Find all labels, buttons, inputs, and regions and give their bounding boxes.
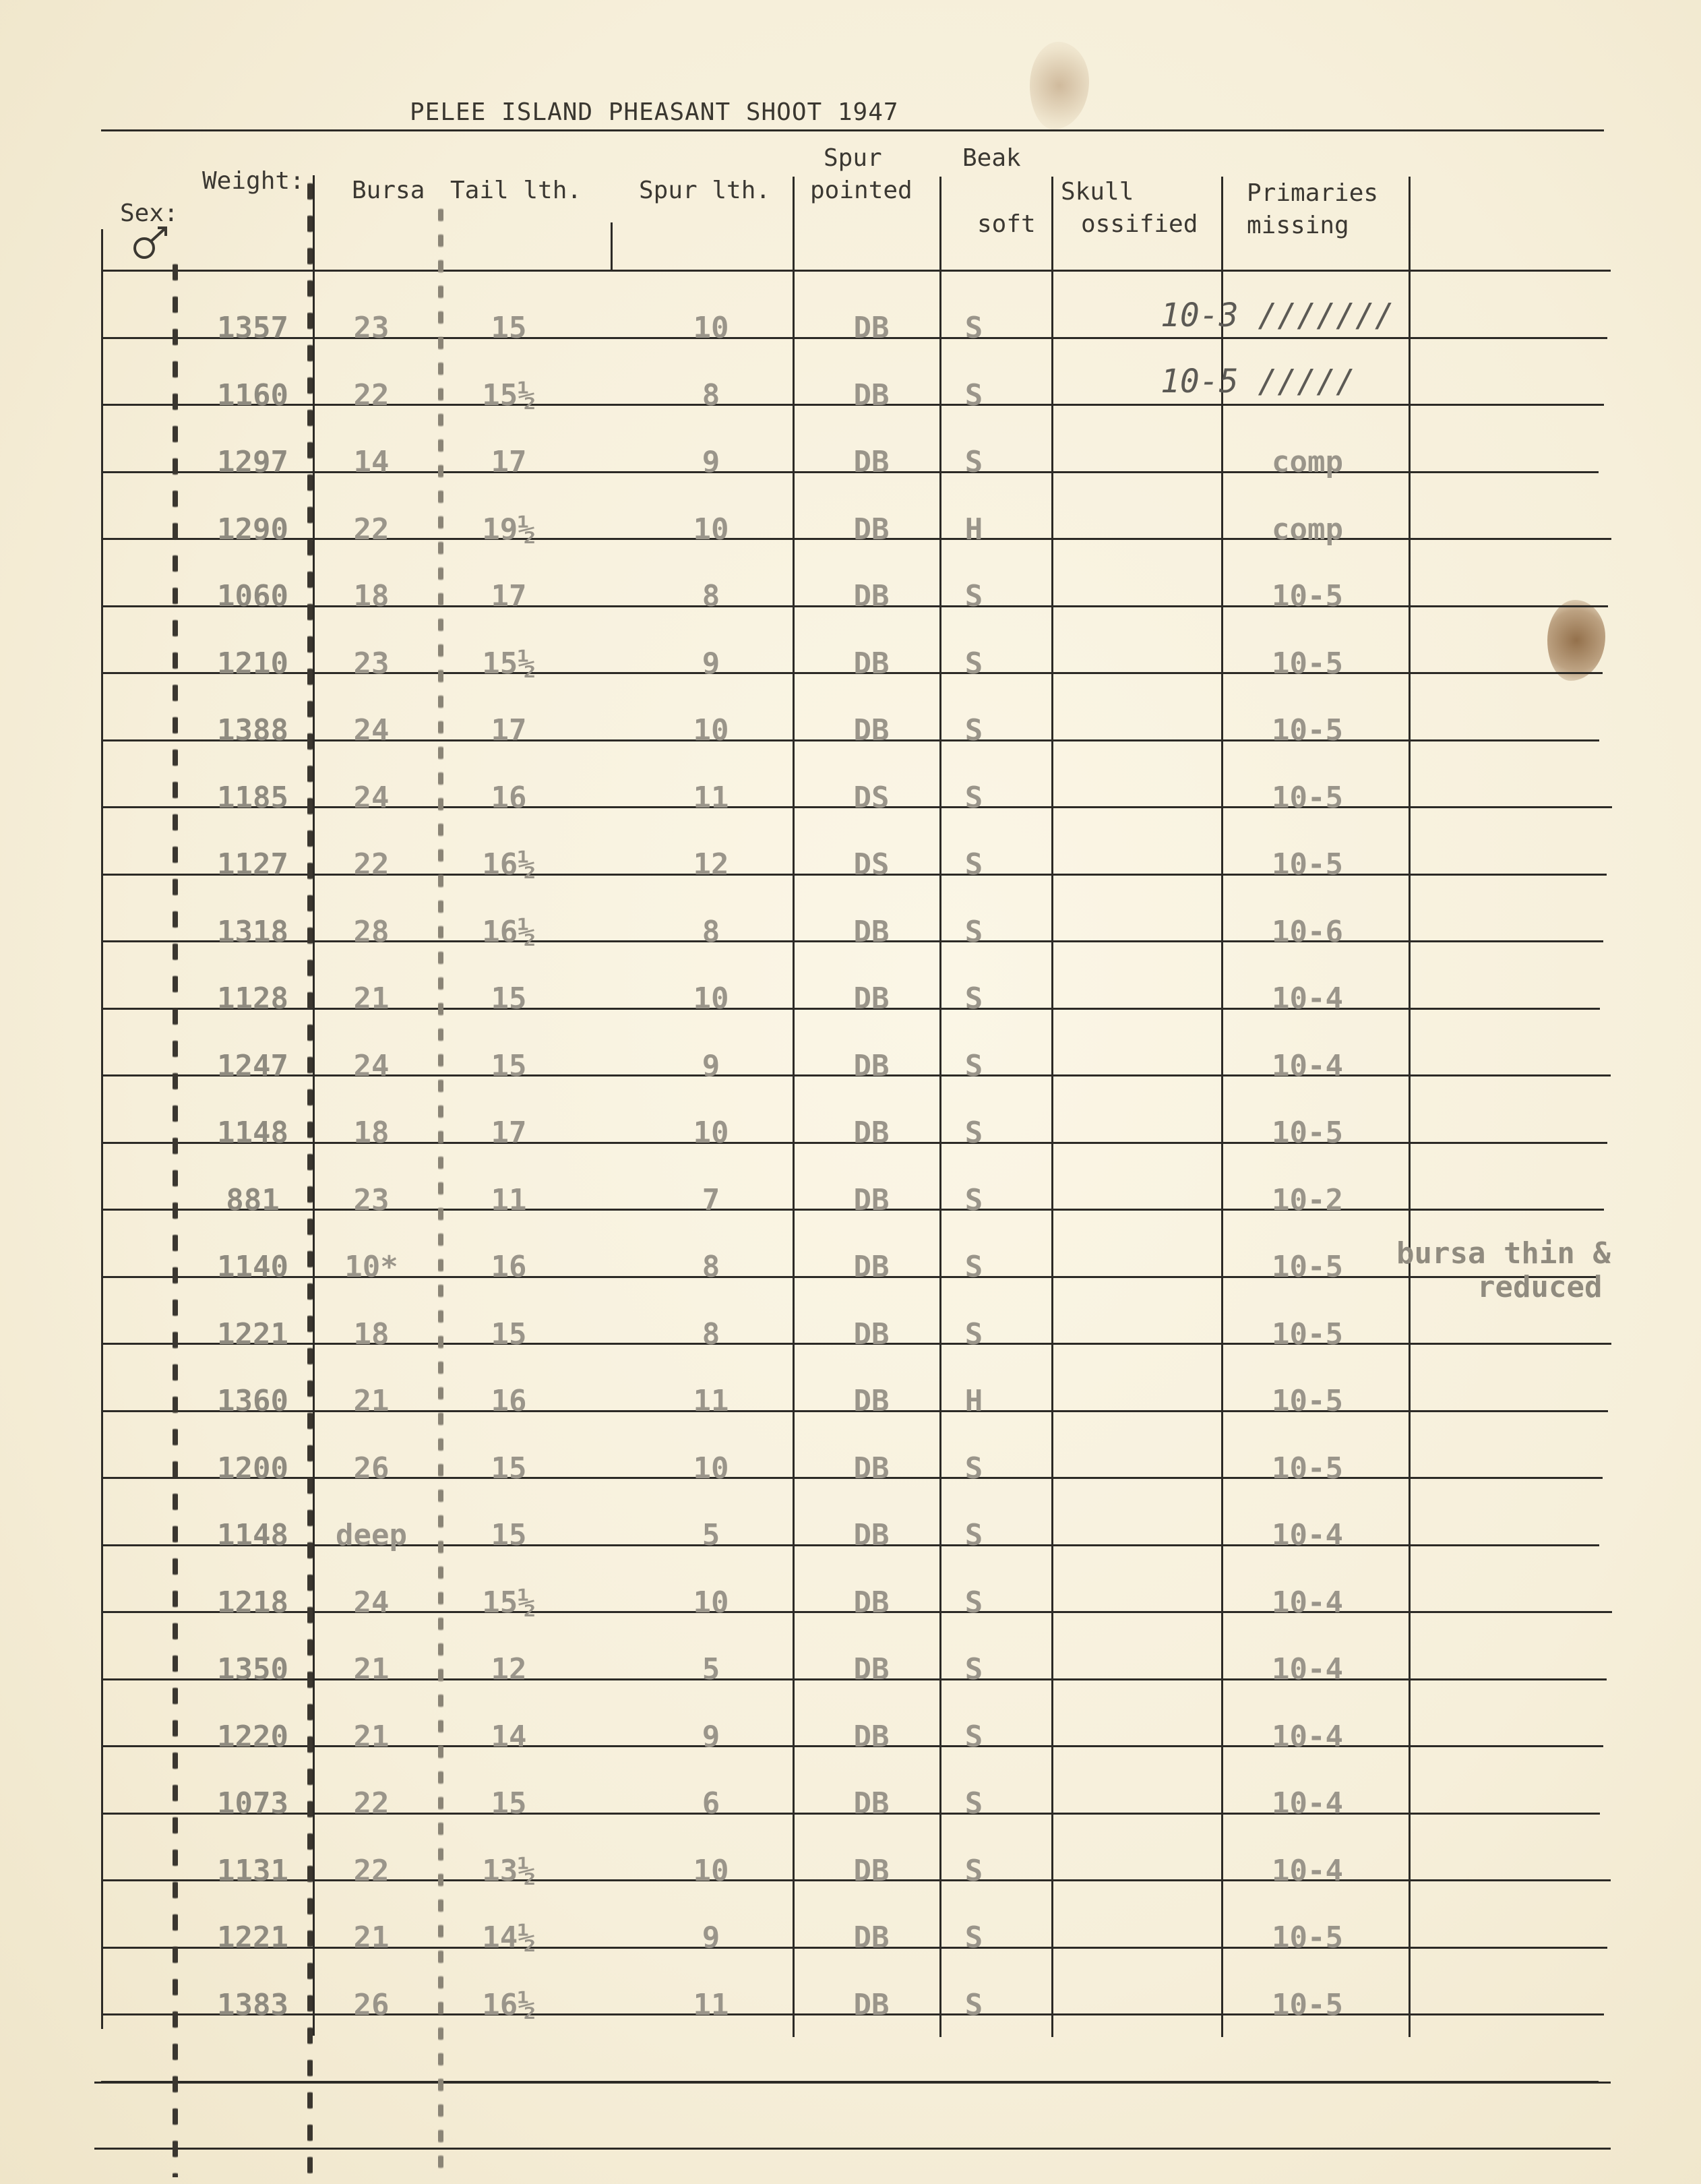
row-rule — [94, 2082, 1611, 2084]
cell-bursa: 23 — [353, 646, 390, 681]
cell-spur-pointed: DB — [853, 1854, 890, 1888]
cell-spur-pointed: DB — [853, 1049, 890, 1083]
cell-weight: 1127 — [217, 847, 288, 882]
cell-bursa: 14 — [353, 445, 390, 479]
cell-spur-length: 11 — [693, 781, 729, 815]
cell-tail: 14 — [491, 1720, 527, 1754]
cell-spur-length: 10 — [693, 512, 729, 547]
row-rule — [94, 2148, 1611, 2150]
cell-bursa: 21 — [353, 1652, 390, 1687]
cell-bursa: 22 — [353, 512, 390, 547]
cell-bursa: 23 — [353, 1183, 390, 1217]
header-beak-2: soft — [977, 210, 1036, 238]
cell-beak-soft: S — [964, 1317, 983, 1352]
cell-spur-length: 10 — [693, 1854, 729, 1888]
header-skull-2: ossified — [1081, 210, 1198, 238]
cell-spur-pointed: DB — [853, 713, 890, 748]
cell-primaries-missing: 10-5 — [1272, 781, 1343, 815]
cell-tail: 15½ — [482, 646, 536, 681]
cell-tail: 11 — [491, 1183, 527, 1217]
cell-weight: 1357 — [217, 311, 288, 345]
cell-spur-pointed: DB — [853, 915, 890, 949]
cell-spur-pointed: DB — [853, 445, 890, 479]
cell-tail: 15 — [491, 1317, 527, 1352]
cell-tail: 16 — [491, 1250, 527, 1284]
cell-spur-pointed: DB — [853, 646, 890, 681]
cell-spur-length: 5 — [702, 1652, 720, 1687]
cell-spur-length: 8 — [702, 1250, 720, 1284]
header-spur-pointed-2: pointed — [810, 177, 913, 204]
cell-beak-soft: S — [964, 1049, 983, 1083]
cell-spur-pointed: DB — [853, 1317, 890, 1352]
cell-beak-soft: S — [964, 1652, 983, 1687]
cell-primaries-missing: 10-5 — [1272, 713, 1343, 748]
cell-weight: 1131 — [217, 1854, 288, 1888]
cell-beak-soft: H — [964, 512, 983, 547]
cell-spur-length: 12 — [693, 847, 729, 882]
cell-beak-soft: S — [964, 1988, 983, 2022]
cell-tail: 14½ — [482, 1920, 536, 1955]
cell-primaries-missing: 10-5 — [1272, 579, 1343, 613]
cell-weight: 1073 — [217, 1786, 288, 1821]
tally-row-1: 10-3 /////// — [1161, 297, 1394, 334]
cell-beak-soft: S — [964, 1854, 983, 1888]
cell-weight: 1140 — [217, 1250, 288, 1284]
cell-tail: 16½ — [482, 1988, 536, 2022]
cell-weight: 1148 — [217, 1116, 288, 1150]
cell-beak-soft: S — [964, 311, 983, 345]
cell-beak-soft: S — [964, 1585, 983, 1620]
cell-weight: 1185 — [217, 781, 288, 815]
cell-primaries-missing: 10-5 — [1272, 646, 1343, 681]
cell-primaries-missing: 10-4 — [1272, 1049, 1343, 1083]
header-bursa: Bursa — [352, 177, 425, 204]
side-note-line-1: bursa thin & — [1396, 1236, 1611, 1271]
cell-spur-length: 10 — [693, 311, 729, 345]
cell-primaries-missing: comp — [1272, 445, 1343, 479]
cell-beak-soft: S — [964, 378, 983, 413]
cell-spur-length: 7 — [702, 1183, 720, 1217]
cell-beak-soft: S — [964, 1720, 983, 1754]
cell-tail: 15 — [491, 311, 527, 345]
cell-primaries-missing: 10-4 — [1272, 1518, 1343, 1552]
cell-weight: 1220 — [217, 1720, 288, 1754]
cell-primaries-missing: 10-6 — [1272, 915, 1343, 949]
cell-weight: 1318 — [217, 915, 288, 949]
cell-spur-length: 5 — [702, 1518, 720, 1552]
cell-primaries-missing: 10-4 — [1272, 1585, 1343, 1620]
cell-spur-length: 9 — [702, 1720, 720, 1754]
cell-weight: 1388 — [217, 713, 288, 748]
cell-spur-length: 8 — [702, 1317, 720, 1352]
col-rule-bursa-left — [307, 175, 313, 2177]
col-rule-tail-left — [438, 202, 443, 2177]
cell-spur-length: 6 — [702, 1786, 720, 1821]
cell-primaries-missing: 10-5 — [1272, 1250, 1343, 1284]
cell-bursa: 21 — [353, 1384, 390, 1418]
header-tail: Tail lth. — [450, 177, 582, 204]
cell-primaries-missing: 10-5 — [1272, 847, 1343, 882]
header-beak-1: Beak — [962, 144, 1021, 172]
cell-tail: 17 — [491, 1116, 527, 1150]
cell-spur-pointed: DB — [853, 1518, 890, 1552]
cell-spur-pointed: DB — [853, 1384, 890, 1418]
cell-beak-soft: S — [964, 1518, 983, 1552]
cell-bursa: 22 — [353, 847, 390, 882]
cell-spur-length: 9 — [702, 1049, 720, 1083]
cell-primaries-missing: comp — [1272, 512, 1343, 547]
cell-weight: 1148 — [217, 1518, 288, 1552]
cell-weight: 1383 — [217, 1988, 288, 2022]
cell-bursa: 26 — [353, 1988, 390, 2022]
col-rule-primaries-right — [1409, 177, 1411, 2037]
col-rule-skull-right — [1221, 177, 1223, 2037]
cell-beak-soft: S — [964, 1116, 983, 1150]
cell-tail: 15½ — [482, 378, 536, 413]
cell-tail: 16 — [491, 1384, 527, 1418]
cell-weight: 1247 — [217, 1049, 288, 1083]
cell-primaries-missing: 10-5 — [1272, 1116, 1343, 1150]
cell-spur-length: 10 — [693, 1116, 729, 1150]
cell-weight: 1350 — [217, 1652, 288, 1687]
cell-spur-pointed: DB — [853, 311, 890, 345]
cell-weight: 1128 — [217, 981, 288, 1016]
cell-weight: 881 — [226, 1183, 280, 1217]
cell-weight: 1060 — [217, 579, 288, 613]
cell-spur-length: 8 — [702, 378, 720, 413]
cell-spur-length: 11 — [693, 1988, 729, 2022]
header-spur-length: Spur lth. — [639, 177, 771, 204]
cell-weight: 1218 — [217, 1585, 288, 1620]
cell-primaries-missing: 10-5 — [1272, 1988, 1343, 2022]
cell-bursa: 18 — [353, 579, 390, 613]
cell-bursa: 24 — [353, 781, 390, 815]
header-sex: Sex: — [120, 200, 179, 227]
cell-spur-pointed: DS — [853, 847, 890, 882]
tally-row-2: 10-5 ///// — [1161, 363, 1355, 400]
side-note-line-2: reduced — [1477, 1270, 1603, 1304]
cell-spur-pointed: DB — [853, 378, 890, 413]
col-rule-beak-right — [1051, 177, 1053, 2037]
cell-beak-soft: S — [964, 981, 983, 1016]
cell-bursa: 24 — [353, 713, 390, 748]
cell-tail: 15 — [491, 1786, 527, 1821]
cell-beak-soft: S — [964, 579, 983, 613]
cell-bursa: 18 — [353, 1116, 390, 1150]
cell-primaries-missing: 10-4 — [1272, 981, 1343, 1016]
cell-spur-pointed: DB — [853, 1585, 890, 1620]
cell-tail: 15 — [491, 981, 527, 1016]
cell-bursa: 22 — [353, 1786, 390, 1821]
page-title: PELEE ISLAND PHEASANT SHOOT 1947 — [410, 98, 899, 126]
col-rule-bursa-solid — [313, 175, 315, 2036]
cell-weight: 1210 — [217, 646, 288, 681]
cell-weight: 1297 — [217, 445, 288, 479]
cell-bursa: 18 — [353, 1317, 390, 1352]
cell-bursa: 21 — [353, 981, 390, 1016]
cell-spur-length: 9 — [702, 1920, 720, 1955]
cell-bursa: 21 — [353, 1920, 390, 1955]
cell-beak-soft: S — [964, 781, 983, 815]
cell-primaries-missing: 10-2 — [1272, 1183, 1343, 1217]
top-rule — [101, 129, 1604, 131]
header-primaries-1: Primaries — [1247, 179, 1379, 207]
cell-tail: 15 — [491, 1518, 527, 1552]
cell-tail: 17 — [491, 445, 527, 479]
col-rule-tail-right — [611, 222, 613, 270]
cell-bursa: 21 — [353, 1720, 390, 1754]
cell-beak-soft: S — [964, 445, 983, 479]
cell-beak-soft: S — [964, 713, 983, 748]
cell-beak-soft: S — [964, 1786, 983, 1821]
cell-primaries-missing: 10-4 — [1272, 1652, 1343, 1687]
cell-spur-pointed: DB — [853, 1250, 890, 1284]
cell-spur-length: 11 — [693, 1384, 729, 1418]
cell-spur-pointed: DB — [853, 1652, 890, 1687]
cell-bursa: 10* — [344, 1250, 398, 1284]
cell-spur-length: 10 — [693, 1585, 729, 1620]
col-rule-weight-left — [173, 256, 178, 2177]
cell-weight: 1221 — [217, 1317, 288, 1352]
male-symbol-icon — [128, 222, 175, 263]
cell-bursa: deep — [336, 1518, 407, 1552]
cell-spur-pointed: DB — [853, 1786, 890, 1821]
cell-tail: 15 — [491, 1451, 527, 1486]
cell-bursa: 28 — [353, 915, 390, 949]
cell-beak-soft: S — [964, 1451, 983, 1486]
cell-beak-soft: S — [964, 646, 983, 681]
cell-primaries-missing: 10-5 — [1272, 1317, 1343, 1352]
cell-spur-length: 10 — [693, 713, 729, 748]
cell-tail: 16½ — [482, 915, 536, 949]
header-spur-pointed-1: Spur — [824, 144, 882, 172]
cell-weight: 1290 — [217, 512, 288, 547]
cell-primaries-missing: 10-4 — [1272, 1786, 1343, 1821]
cell-weight: 1360 — [217, 1384, 288, 1418]
cell-beak-soft: S — [964, 1920, 983, 1955]
cell-spur-length: 10 — [693, 981, 729, 1016]
cell-bursa: 24 — [353, 1585, 390, 1620]
cell-tail: 17 — [491, 579, 527, 613]
cell-tail: 15½ — [482, 1585, 536, 1620]
cell-tail: 12 — [491, 1652, 527, 1687]
cell-spur-pointed: DB — [853, 1183, 890, 1217]
cell-spur-length: 9 — [702, 646, 720, 681]
cell-spur-length: 8 — [702, 579, 720, 613]
cell-spur-pointed: DB — [853, 1116, 890, 1150]
cell-beak-soft: H — [964, 1384, 983, 1418]
col-rule-pointed-right — [939, 177, 941, 2037]
cell-tail: 15 — [491, 1049, 527, 1083]
cell-beak-soft: S — [964, 915, 983, 949]
cell-tail: 17 — [491, 713, 527, 748]
cell-primaries-missing: 10-4 — [1272, 1854, 1343, 1888]
row-rule — [101, 270, 1611, 272]
cell-spur-pointed: DB — [853, 1920, 890, 1955]
cell-spur-pointed: DB — [853, 1451, 890, 1486]
cell-tail: 16½ — [482, 847, 536, 882]
cell-primaries-missing: 10-5 — [1272, 1920, 1343, 1955]
cell-weight: 1200 — [217, 1451, 288, 1486]
cell-spur-pointed: DB — [853, 512, 890, 547]
cell-beak-soft: S — [964, 847, 983, 882]
header-skull-1: Skull — [1061, 178, 1134, 206]
cell-weight: 1160 — [217, 378, 288, 413]
cell-tail: 16 — [491, 781, 527, 815]
header-weight: Weight: — [202, 167, 305, 195]
cell-spur-length: 10 — [693, 1451, 729, 1486]
cell-tail: 13½ — [482, 1854, 536, 1888]
cell-beak-soft: S — [964, 1183, 983, 1217]
header-primaries-2: missing — [1247, 212, 1349, 239]
cell-spur-pointed: DB — [853, 1988, 890, 2022]
cell-spur-length: 8 — [702, 915, 720, 949]
cell-weight: 1221 — [217, 1920, 288, 1955]
cell-bursa: 22 — [353, 1854, 390, 1888]
cell-spur-pointed: DS — [853, 781, 890, 815]
cell-primaries-missing: 10-4 — [1272, 1720, 1343, 1754]
cell-bursa: 23 — [353, 311, 390, 345]
cell-bursa: 26 — [353, 1451, 390, 1486]
col-rule-sex-left — [101, 229, 103, 2029]
cell-bursa: 24 — [353, 1049, 390, 1083]
cell-beak-soft: S — [964, 1250, 983, 1284]
cell-spur-pointed: DB — [853, 1720, 890, 1754]
cell-primaries-missing: 10-5 — [1272, 1451, 1343, 1486]
cell-tail: 19½ — [482, 512, 536, 547]
cell-spur-length: 9 — [702, 445, 720, 479]
cell-spur-pointed: DB — [853, 981, 890, 1016]
cell-bursa: 22 — [353, 378, 390, 413]
cell-spur-pointed: DB — [853, 579, 890, 613]
col-rule-spur-right — [793, 177, 795, 2037]
cell-primaries-missing: 10-5 — [1272, 1384, 1343, 1418]
